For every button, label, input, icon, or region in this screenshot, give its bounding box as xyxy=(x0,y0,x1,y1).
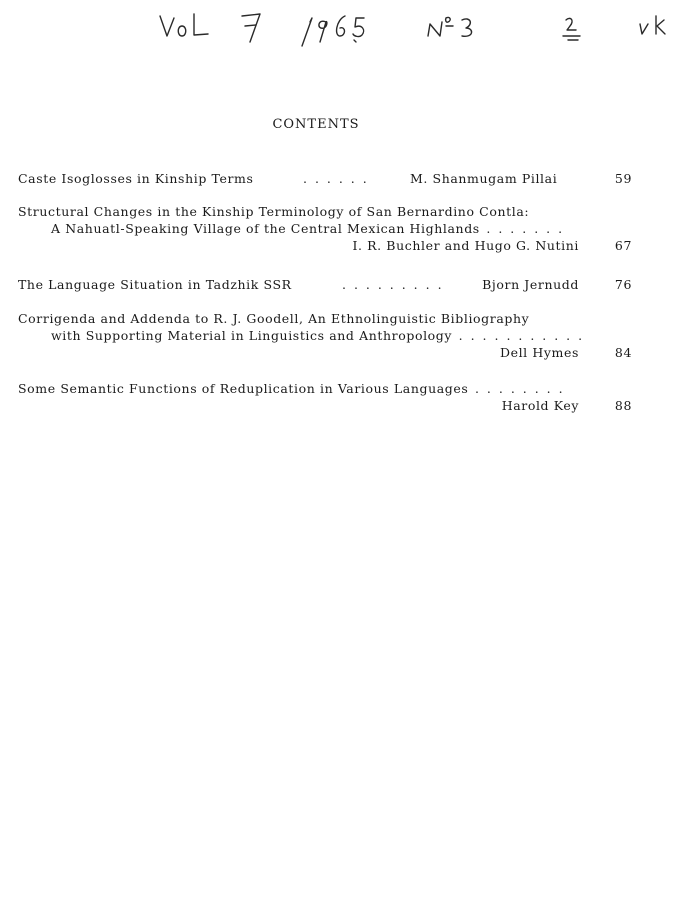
entry-title-line-2: with Supporting Material in Linguistics and Anthropology xyxy=(51,328,453,343)
toc-entry xyxy=(18,276,638,293)
entry-author: Dell Hymes xyxy=(499,345,579,360)
toc-line xyxy=(18,397,638,414)
toc-entry xyxy=(18,203,638,254)
toc-line xyxy=(18,276,638,293)
handwritten-annotation xyxy=(150,6,685,50)
entry-title-line-2: A Nahuatl-Speaking Village of the Central Mexican Highlands xyxy=(51,221,480,236)
entry-page-number: 88 xyxy=(614,398,632,413)
entry-page-number: 76 xyxy=(614,277,632,292)
leader-dots: . . . . . . . . . xyxy=(342,277,444,292)
entry-page-number: 59 xyxy=(614,171,632,186)
toc-line xyxy=(18,170,638,187)
leader-dots: . . . . . . . . xyxy=(474,381,565,396)
toc-entry xyxy=(18,170,638,187)
entry-author: Bjorn Jernudd xyxy=(482,277,579,292)
toc-entry xyxy=(18,310,638,361)
entry-title: Caste Isoglosses in Kinship Terms xyxy=(18,171,254,186)
toc-line xyxy=(18,344,638,361)
toc-line xyxy=(18,327,638,344)
toc-line xyxy=(18,380,638,397)
contents-title: CONTENTS xyxy=(272,117,360,132)
leader-dots: . . . . . . . xyxy=(486,221,565,236)
handwriting-drawing xyxy=(150,6,685,50)
entry-title-line-1: Structural Changes in the Kinship Terminology of San Bernardino Contla: xyxy=(18,204,530,219)
leader-dots: . . . . . . . . . . . xyxy=(458,328,585,343)
entry-title-line-1: Corrigenda and Addenda to R. J. Goodell, An Ethnolinguistic Bibliography xyxy=(18,311,530,326)
toc-line xyxy=(18,237,638,254)
entry-title: The Language Situation in Tadzhik SSR xyxy=(18,277,292,292)
entry-author: Harold Key xyxy=(501,398,579,413)
toc-line xyxy=(18,310,638,327)
entry-page-number: 84 xyxy=(614,345,632,360)
entry-title: Some Semantic Functions of Reduplication in Various Languages xyxy=(18,381,469,396)
entry-author: M. Shanmugam Pillai xyxy=(410,171,558,186)
entry-author: I. R. Buchler and Hugo G. Nutini xyxy=(352,238,579,253)
toc-line xyxy=(18,203,638,220)
leader-dots: . . . . . . xyxy=(303,171,369,186)
entry-page-number: 67 xyxy=(614,238,632,253)
toc-entry xyxy=(18,380,638,414)
toc-line xyxy=(18,220,638,237)
